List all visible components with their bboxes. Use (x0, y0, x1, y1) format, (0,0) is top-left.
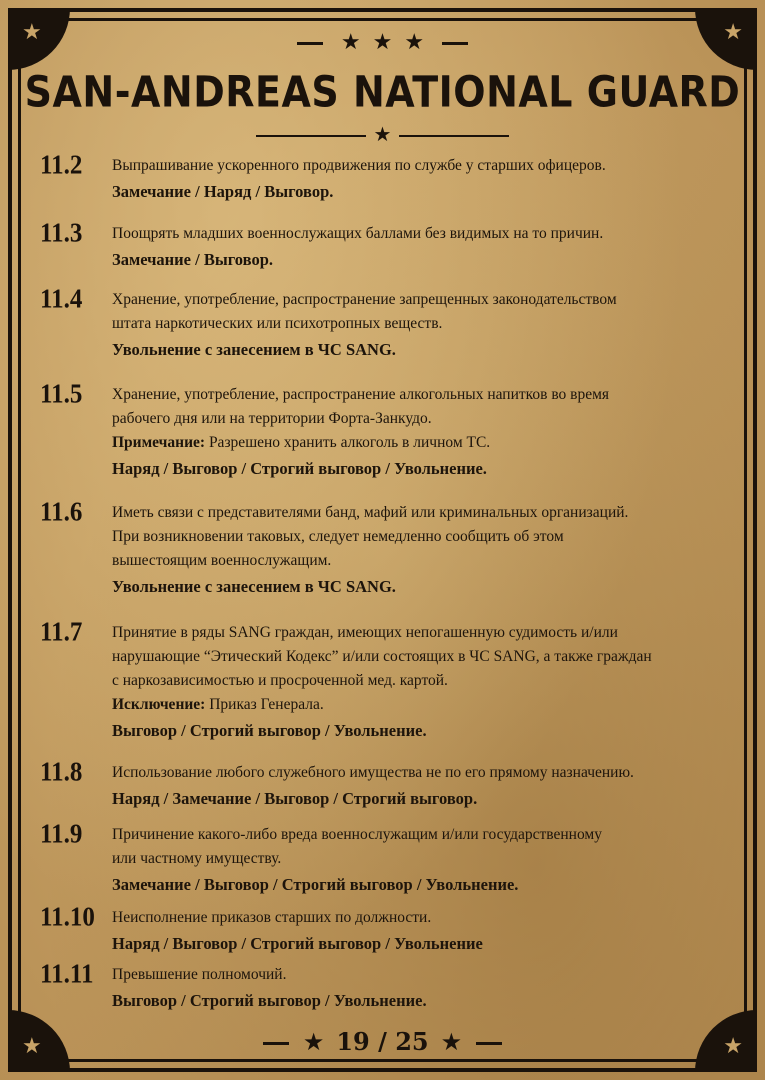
clause-note (112, 431, 720, 455)
clause-text: штата наркотических или психотропных веществ. (112, 315, 443, 332)
star-icon: ★ (373, 122, 392, 146)
clause-penalty: Выговор / Строгий выговор / Увольнение. (112, 721, 427, 740)
clause-penalty: Наряд / Замечание / Выговор / Строгий выговор. (112, 789, 478, 808)
clause-text: или частному имуществу. (112, 850, 282, 867)
clause-11-3 (40, 218, 720, 273)
note-text: Разрешено хранить алкоголь в личном ТС. (205, 434, 491, 451)
clause-text: Причинение какого-либо вреда военнослужащим и/или государственному (112, 826, 602, 843)
clause-11-7 (40, 617, 720, 744)
star-icon: ★ (372, 30, 393, 55)
clause-text: Выпрашивание ускоренного продвижения по службе у старших офицеров. (112, 157, 606, 174)
clause-11-9 (40, 819, 720, 898)
clause-text: Превышение полномочий. (112, 966, 287, 983)
clause-text: Хранение, употребление, распространение алкогольных напитков во время (112, 386, 610, 403)
page-number: 19 / 25 (336, 1027, 429, 1056)
clause-11-8 (40, 757, 720, 812)
clause-text: Принятие в ряды SANG граждан, имеющих непогашенную судимость и/или (112, 624, 618, 641)
clause-11-4 (40, 284, 720, 363)
note-label: Примечание: (112, 434, 206, 451)
clause-number: 11.6 (40, 497, 83, 528)
clause-text: нарушающие “Этический Кодекс” и/или состоящих в ЧС SANG, а также граждан (112, 648, 652, 665)
clause-penalty: Наряд / Выговор / Строгий выговор / Увольнение. (112, 459, 487, 478)
clause-text: рабочего дня или на территории Форта-Занкудо. (112, 410, 432, 427)
header-ornament (0, 30, 765, 56)
page-title: SAN-ANDREAS NATIONAL GUARD (24, 67, 741, 117)
clause-11-5 (40, 379, 720, 482)
clause-11-11 (40, 959, 720, 1014)
clause-text: с наркозависимостью и просроченной мед. картой. (112, 672, 448, 689)
note-text: Приказ Генерала. (205, 696, 324, 713)
clause-number: 11.3 (40, 218, 83, 249)
clause-penalty: Увольнение с занесением в ЧС SANG. (112, 340, 396, 359)
star-icon: ★ (22, 20, 42, 45)
clause-number: 11.2 (40, 150, 83, 181)
star-icon: ★ (723, 1034, 743, 1059)
clause-number: 11.9 (40, 819, 83, 850)
clause-text: При возникновении таковых, следует немедленно сообщить об этом (112, 528, 564, 545)
clause-text: Неисполнение приказов старших по должности. (112, 909, 432, 926)
star-icon: ★ (302, 1028, 325, 1056)
clause-text: Поощрять младших военнослужащих баллами без видимых на то причин. (112, 225, 604, 242)
star-icon: ★ (340, 30, 361, 55)
star-icon: ★ (723, 20, 743, 45)
clause-penalty: Выговор / Строгий выговор / Увольнение. (112, 991, 427, 1010)
clause-number: 11.8 (40, 757, 83, 788)
title-divider (0, 122, 765, 146)
clause-number: 11.11 (40, 959, 94, 990)
clause-11-2 (40, 150, 720, 205)
star-icon: ★ (440, 1028, 463, 1056)
clause-number: 11.4 (40, 284, 83, 315)
clause-number: 11.5 (40, 379, 83, 410)
clause-number: 11.7 (40, 617, 83, 648)
clause-penalty: Замечание / Выговор. (112, 250, 273, 269)
clause-penalty: Наряд / Выговор / Строгий выговор / Увольнение (112, 934, 483, 953)
clause-11-10 (40, 902, 720, 957)
page-footer (0, 1026, 765, 1058)
clause-text: Использование любого служебного имущества не по его прямому назначению. (112, 764, 634, 781)
note-label: Исключение: (112, 696, 206, 713)
clause-penalty: Замечание / Наряд / Выговор. (112, 182, 334, 201)
clause-number: 11.10 (40, 902, 95, 933)
clause-text: вышестоящим военнослужащим. (112, 552, 332, 569)
clause-note (112, 693, 720, 717)
star-icon: ★ (404, 30, 425, 55)
clause-penalty: Увольнение с занесением в ЧС SANG. (112, 577, 396, 596)
star-icon: ★ (22, 1034, 42, 1059)
clause-11-6 (40, 497, 720, 600)
clause-penalty: Замечание / Выговор / Строгий выговор / Увольнение. (112, 875, 519, 894)
clause-text: Хранение, употребление, распространение запрещенных законодательством (112, 291, 617, 308)
clause-text: Иметь связи с представителями банд, мафий или криминальных организаций. (112, 504, 629, 521)
